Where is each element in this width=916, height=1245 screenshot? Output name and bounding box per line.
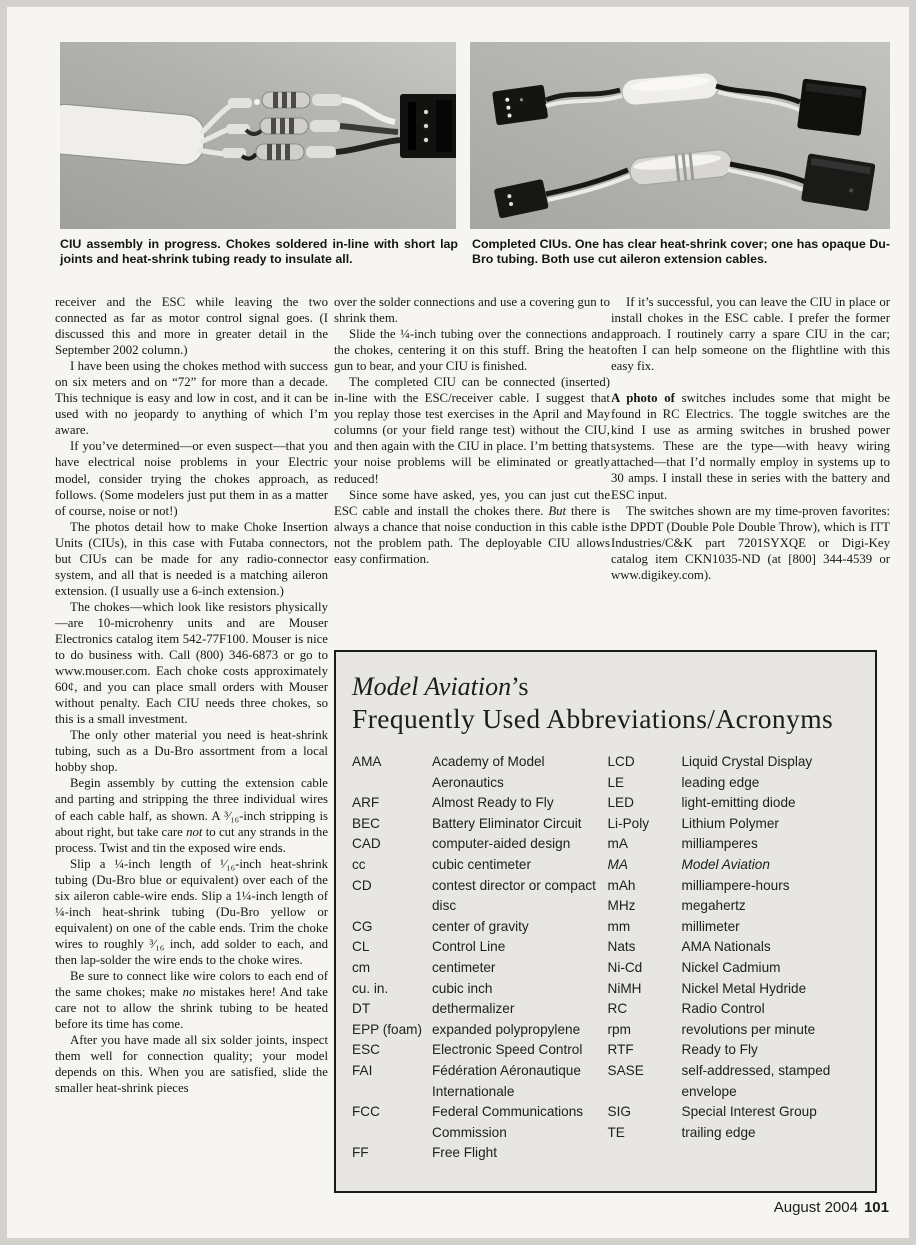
- emphasized-text: not: [186, 824, 203, 839]
- definition: milliamperes: [681, 836, 758, 852]
- article-column-3: [611, 294, 890, 583]
- abbreviation: MA: [607, 856, 628, 872]
- abbreviation: Nats: [607, 939, 636, 955]
- paragraph: If you’ve determined—or even suspect—that you have electrical noise problems in your Electric model, consider trying the chokes approach, as follows. (Some modelers just put them in as a matter of course, noise or not!): [55, 439, 328, 518]
- paragraph: Since some have asked, yes, you can just cut the ESC cable and install the chokes there. But there is always a chance that noise conduction in this cable is not the problem path. The deployable CIU allows easy confirmation.: [334, 487, 610, 566]
- abbreviation-row: [352, 958, 608, 979]
- abbreviation: cu. in.: [352, 980, 389, 996]
- issue-date: August 2004: [773, 1199, 858, 1216]
- abbreviation-row: [352, 834, 608, 855]
- definition: Electronic Speed Control: [432, 1042, 583, 1058]
- abbreviation: Ni-Cd: [607, 959, 643, 975]
- definition: self-addressed, stamped envelope: [681, 1062, 831, 1099]
- abbreviation-row: [352, 1040, 608, 1061]
- definition: Fédération Aéronautique Internationale: [432, 1062, 581, 1099]
- right-photo-caption: Completed CIUs. One has clear heat-shrink cover; one has opaque Du-Bro tubing. Both use cut aileron extension cables.: [472, 237, 890, 267]
- abbreviation-row: [352, 937, 608, 958]
- abbreviations-column-left: [352, 752, 608, 1181]
- left-photo-caption: CIU assembly in progress. Chokes soldered in-line with short lap joints and heat-shrink tubing ready to insulate all.: [60, 237, 458, 267]
- abbreviation: TE: [607, 1124, 625, 1140]
- abbreviation-row: [608, 999, 864, 1020]
- paragraph: The photos detail how to make Choke Insertion Units (CIUs), in this case with Futaba connectors, but CIUs can be made for any radio-connector system, and all that is needed is a matching aileron extension. (I usually use a 6-inch extension.): [55, 519, 328, 598]
- abbreviation-row: [608, 876, 864, 897]
- abbreviations-table: [352, 752, 863, 1181]
- paragraph: Begin assembly by cutting the extension cable and parting and stripping the three individual wires of each cable half, as shown. A ³⁄₁₆-inch stripping is about right, but take care not to cut any strands in the process. Twist and tin the exposed wire ends.: [55, 776, 329, 855]
- abbreviation: LE: [607, 774, 625, 790]
- completed-cius-illustration: [470, 42, 890, 229]
- abbreviation-row: [608, 793, 864, 814]
- abbreviations-column-right: [608, 752, 864, 1181]
- abbreviation-row: [608, 814, 864, 835]
- abbreviation: LCD: [607, 754, 635, 769]
- definition: Federal Communications Commission: [432, 1104, 584, 1140]
- abbreviation-row: [608, 979, 864, 1000]
- abbreviation: mAh: [607, 877, 636, 893]
- paragraph: The only other material you need is heat-shrink tubing, such as a Du-Bro assortment from a local hobby shop.: [55, 728, 328, 775]
- abbreviation: ARF: [352, 795, 380, 811]
- abbreviation-row: [608, 1020, 864, 1041]
- paragraph: The completed CIU can be connected (inserted) in-line with the ESC/receiver cable. I suggest that you replay those test exercises in the April and May columns (or your field range test) without the CIU, and then again with the CIU in place. I’m betting that your noise problems will be eliminated or greatly reduced!: [334, 375, 610, 486]
- abbreviation-row: [352, 979, 608, 1000]
- abbreviation-row: [608, 958, 864, 979]
- abbreviation: EPP (foam): [352, 1021, 423, 1037]
- page-footer: [774, 1199, 889, 1216]
- paragraph: Slip a ¼-inch length of ¹⁄₁₆-inch heat-shrink tubing (Du-Bro blue or equivalent) over each of the six aileron cable-wire ends. Slip a 1¼-inch length of ¼-inch heat-shrink tubing (Du-Bro yellow or equivalent) on one of the cable ends. Trim the choke wires to roughly ³⁄₁₆ inch, add solder to each, and then lap-solder the wire ends to the choke wires.: [55, 856, 328, 967]
- definition: Ready to Fly: [681, 1042, 758, 1058]
- abbreviation-row: [608, 937, 864, 958]
- definition: revolutions per minute: [681, 1021, 816, 1037]
- abbreviation-row: [352, 752, 608, 793]
- definition: Model Aviation: [681, 856, 770, 872]
- definition: Liquid Crystal Display: [681, 754, 813, 769]
- definition: Nickel Metal Hydride: [681, 980, 807, 996]
- definition: Radio Control: [681, 1001, 765, 1017]
- definition: center of gravity: [432, 918, 529, 934]
- definition: Battery Eliminator Circuit: [432, 815, 582, 831]
- abbreviation-row: [608, 1123, 864, 1144]
- abbreviation-row: [608, 752, 864, 773]
- paragraph: Slide the ¼-inch tubing over the connections and the chokes, centering it on this stuff. Bring the heat gun to bear, and your CIU is finished.: [334, 327, 610, 374]
- abbreviation-row: [608, 773, 864, 794]
- abbreviation: NiMH: [607, 980, 642, 996]
- paragraph: receiver and the ESC while leaving the two connected as far as motor control signal goes. (I discussed this and more in greater detail in the September 2002 column.): [55, 295, 328, 358]
- abbreviation-row: [608, 834, 864, 855]
- paragraph: I have been using the chokes method with success on six meters and on “72” for more than a decade. This technique is easy and low in cost, and it can be used with no jeopardy to anything of which I’m aware.: [55, 359, 328, 438]
- definition: computer-aided design: [432, 836, 571, 852]
- definition: expanded polypropylene: [432, 1021, 581, 1037]
- definition: centimeter: [432, 959, 496, 975]
- definition: dethermalizer: [432, 1001, 515, 1017]
- definition: contest director or compact disc: [432, 877, 596, 914]
- definition: Free Flight: [432, 1145, 497, 1161]
- paragraph: A photo of switches includes some that might be found in RC Electrics. The toggle switches are the kind I use as arming switches in brushed power systems. These are the type—with heavy wiring attached—that I’d normally employ in systems up to 30 amps. I install these in series with the battery and ESC input.: [611, 391, 890, 502]
- emphasized-text: A photo of: [611, 391, 675, 406]
- abbreviation: SIG: [607, 1104, 631, 1120]
- abbreviation-row: [352, 1102, 608, 1143]
- definition: Special Interest Group: [681, 1104, 817, 1120]
- abbreviation: mm: [607, 918, 631, 934]
- article-column-1: [55, 294, 328, 1096]
- abbreviation: CAD: [352, 836, 381, 852]
- abbreviation-row: [352, 855, 608, 876]
- abbreviation-row: [352, 917, 608, 938]
- abbreviation: LED: [607, 795, 634, 811]
- definition: milliampere-hours: [681, 877, 790, 893]
- completed-cius-photo: [470, 42, 890, 229]
- abbreviation: cc: [352, 856, 366, 872]
- abbreviation-row: [608, 1102, 864, 1123]
- abbreviations-box-title: [352, 672, 875, 736]
- abbreviation: ESC: [352, 1042, 380, 1058]
- abbreviation: BEC: [352, 815, 380, 831]
- abbreviation-row: [352, 1143, 608, 1164]
- abbreviation: SASE: [607, 1062, 644, 1078]
- abbreviation: RTF: [607, 1042, 634, 1058]
- paragraph: over the solder connections and use a covering gun to shrink them.: [334, 295, 610, 326]
- paragraph: Be sure to connect like wire colors to each end of the same chokes; make no mistakes here! And take care not to allow the shrink tubing to be heated before its time has come.: [55, 968, 328, 1032]
- abbreviation: mA: [607, 836, 628, 852]
- definition: megahertz: [681, 898, 746, 914]
- abbreviation: FF: [352, 1145, 369, 1161]
- abbreviations-box-title-line2: Frequently Used Abbreviations/Acronyms: [352, 703, 834, 734]
- definition: Academy of Model Aeronautics: [432, 754, 545, 790]
- abbreviations-box-title-line1: [352, 672, 875, 702]
- definition: Lithium Polymer: [681, 815, 779, 831]
- abbreviation: Li-Poly: [607, 815, 650, 831]
- abbreviation: rpm: [607, 1021, 631, 1037]
- abbreviation-row: [608, 1061, 864, 1102]
- abbreviation: AMA: [352, 754, 382, 769]
- abbreviation: DT: [352, 1001, 371, 1017]
- definition: Almost Ready to Fly: [432, 795, 554, 811]
- paragraph: After you have made all six solder joints, inspect them well for connection quality; your model depends on this. When you are satisfied, slide the smaller heat-shrink pieces: [55, 1033, 328, 1096]
- abbreviation: CD: [352, 877, 372, 893]
- abbreviation: FCC: [352, 1104, 380, 1120]
- abbreviation-row: [352, 793, 608, 814]
- paragraph: If it’s successful, you can leave the CIU in place or install chokes in the ESC cable. I prefer the former approach. I routinely carry a spare CIU in the car; often I can help someone on the flightline with this easy fix.: [611, 295, 890, 374]
- abbreviation-row: [352, 814, 608, 835]
- abbreviation-row: [352, 876, 608, 917]
- abbreviation-row: [608, 917, 864, 938]
- paragraph: The switches shown are my time-proven favorites: the DPDT (Double Pole Double Throw), which is ITT Industries/C&K part 7201SYXQE or Digi-Key catalog item CKN1035-ND (at [800] 344-4539 or www.digikey.com).: [611, 503, 890, 582]
- emphasized-text: no: [182, 985, 196, 1000]
- magazine-name: Model Aviation: [352, 672, 512, 701]
- definition: leading edge: [681, 774, 760, 790]
- abbreviation-row: [352, 1061, 608, 1102]
- definition: AMA Nationals: [681, 939, 771, 955]
- definition: trailing edge: [681, 1124, 756, 1140]
- definition: cubic centimeter: [432, 856, 531, 872]
- emphasized-text: But: [548, 503, 567, 518]
- paragraph: The chokes—which look like resistors physically—are 10-microhenry units and are Mouser Electronics catalog item 542-77F100. Mouser is nice to do business with. Call (800) 346-6873 or go to www.mouser.com. Each choke costs approximately 60¢, and you can place small orders with Mouser without penalty. Each CIU needs three chokes, so this is a small investment.: [55, 599, 328, 727]
- abbreviation-row: [352, 999, 608, 1020]
- abbreviation-row: [608, 855, 864, 876]
- abbreviation: CL: [352, 939, 370, 955]
- abbreviation: MHz: [607, 898, 636, 914]
- ciu-assembly-illustration: [60, 42, 456, 229]
- abbreviation: cm: [352, 959, 371, 975]
- abbreviation: RC: [607, 1001, 628, 1017]
- abbreviations-box: [334, 650, 877, 1193]
- definition: light-emitting diode: [681, 795, 796, 811]
- ciu-assembly-photo: [60, 42, 456, 229]
- abbreviation-row: [608, 1040, 864, 1061]
- definition: Control Line: [432, 939, 506, 955]
- definition: millimeter: [681, 918, 740, 934]
- definition: cubic inch: [432, 980, 493, 996]
- article-column-2: [334, 294, 610, 567]
- definition: Nickel Cadmium: [681, 959, 781, 975]
- abbreviation: FAI: [352, 1062, 373, 1078]
- abbreviation: CG: [352, 918, 373, 934]
- abbreviation-row: [608, 896, 864, 917]
- page-number: 101: [863, 1199, 889, 1216]
- possessive-suffix: ’s: [511, 672, 529, 701]
- abbreviation-row: [352, 1020, 608, 1041]
